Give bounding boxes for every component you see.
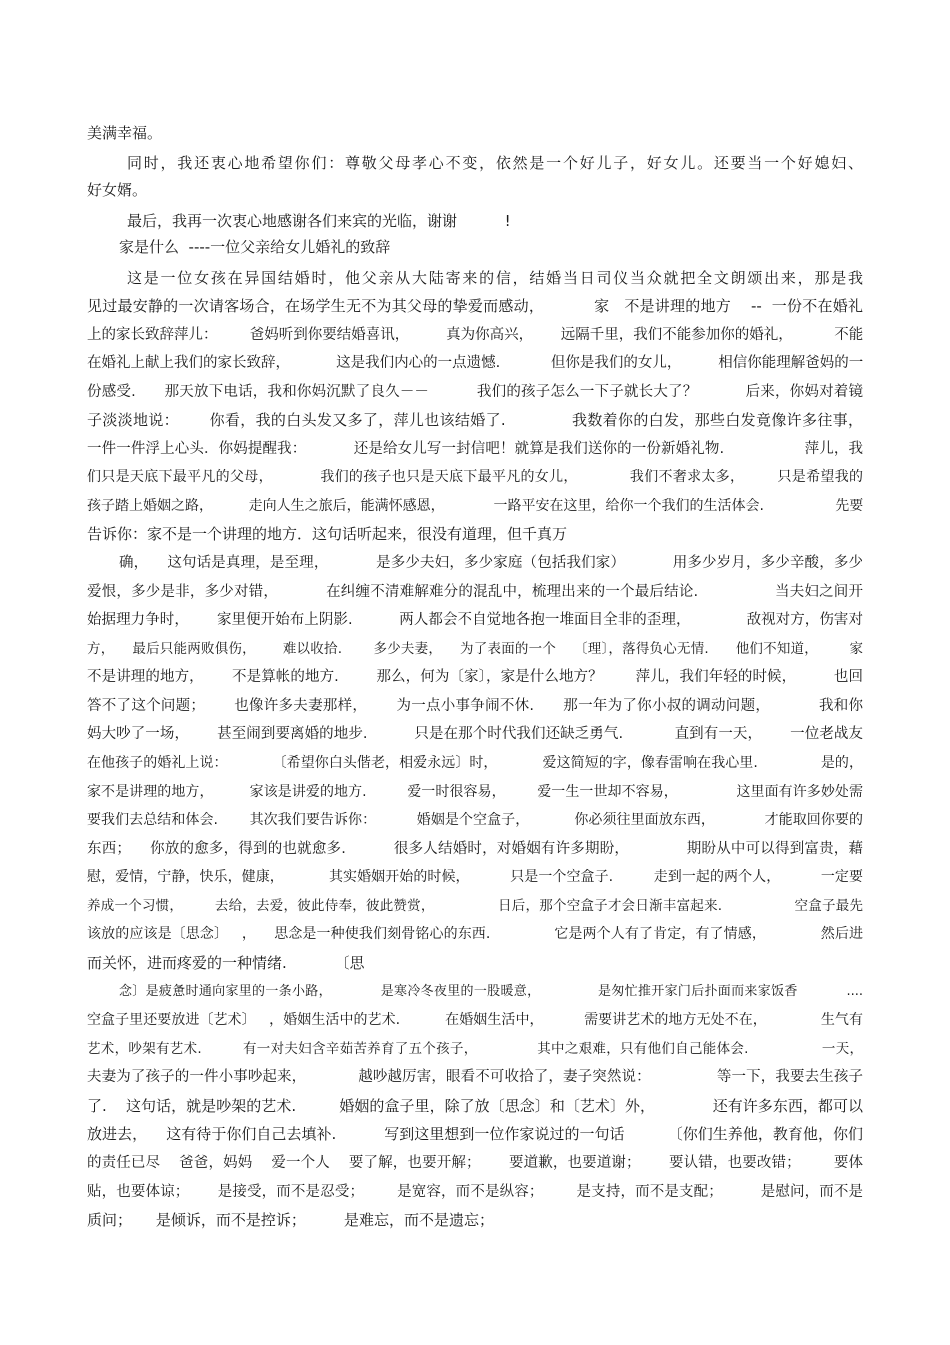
section-title: 家是什么 ----一位父亲给女儿婚礼的致辞 [119, 238, 391, 256]
text-line: 份感受. 那天放下电话，我和你妈沉默了良久－－ 我们的孩子怎么一下子就长大了？ 后来，你妈对着镜 [87, 384, 863, 400]
text-line: 始据理力争时， 家里便开始布上阴影. 两人都会不自觉地各抱一堆面目全非的歪理， 敌视对方，伤害对 [87, 612, 863, 628]
text-line: 的责任已尽 爸爸，妈妈 爱一个人 要了解，也要开解； 要道歉，也要道谢； 要认错，也要改错； 要体 [87, 1155, 863, 1171]
text-line: 上的家长致辞萍儿： 爸妈听到你要结婚喜讯， 真为你高兴， 远隔千里，我们不能参加你的婚礼， 不能 [87, 327, 863, 343]
text-line: 而关怀，进而疼爱的一种情绪. 〔思 [87, 954, 365, 972]
text-line: 好女婿。 [87, 181, 148, 199]
text-line: 艺术，吵架有艺术. 有一对夫妇含辛茹苦养育了五个孩子， 其中之艰难，只有他们自己能体会. 一天， [87, 1041, 863, 1057]
text-line: 该放的应该是〔思念〕 ， 思念是一种使我们刻骨铭心的东西. 它是两个人有了肯定，有了情感， 然后进 [87, 926, 863, 942]
text-line: 见过最安静的一次请客场合，在场学生无不为其父母的挚爱而感动， 家 不是讲理的地方 -- 一份不在婚礼 [87, 297, 863, 315]
text-line: 东西； 你放的愈多，得到的也就愈多. 很多人结婚时，对婚姻有许多期盼， 期盼从中可以得到富贵，藉 [87, 841, 863, 857]
text-line: 质问； 是倾诉，而不是控诉； 是难忘，而不是遗忘； [87, 1211, 494, 1229]
text-line: 确， 这句话是真理，是至理， 是多少夫妇，多少家庭（包括我们家） 用多少岁月，多少辛酸，多少 [119, 555, 863, 571]
text-line: 们只是天底下最平凡的父母， 我们的孩子也只是天底下最平凡的女儿， 我们不奢求太多， 只是希望我的 [87, 469, 863, 485]
text-line: 爱恨，多少是非，多少对错， 在纠缠不清难解难分的混乱中，梳理出来的一个最后结论. 当夫妇之间开 [87, 584, 863, 600]
text-line: 夫妻为了孩子的一件小事吵起来， 越吵越厉害，眼看不可收拾了，妻子突然说： 等一下，我要去生孩子 [87, 1069, 863, 1085]
text-line: 放进去， 这有待于你们自己去填补. 写到这里想到一位作家说过的一句话 〔你们生养他，教育他，你们 [87, 1125, 863, 1143]
text-line: 养成一个习惯， 去给，去爱，彼此侍奉，彼此赞赏， 日后，那个空盒子才会日渐丰富起来. 空盒子最先 [87, 898, 863, 914]
text-line: 孩子踏上婚姻之路， 走向人生之旅后，能满怀感恩， 一路平安在这里，给你一个我们的生活体会. 先要 [87, 498, 863, 514]
text-line: 空盒子里还要放进〔艺术〕 ，婚姻生活中的艺术. 在婚姻生活中， 需要讲艺术的地方无处不在， 生气有 [87, 1012, 863, 1028]
text-line: 方， 最后只能两败俱伤， 难以收拾. 多少夫妻， 为了表面的一个 〔理〕，落得负心无情. 他们不知道， 家 [87, 641, 863, 657]
text-line: 子淡淡地说： 你看，我的白头发又多了，萍儿也该结婚了. 我数着你的白发，那些白发竟像许多往事， [87, 411, 863, 429]
text-line: 一件一件浮上心头．你妈提醒我： 还是给女儿写一封信吧！就算是我们送你的一份新婚礼物. 萍儿，我 [87, 441, 863, 457]
text-line: 在婚礼上献上我们的家长致辞， 这是我们内心的一点遗憾. 但你是我们的女儿， 相信你能理解爸妈的一 [87, 355, 863, 371]
text-line: 念〕是疲惫时通向家里的一条小路， 是寒冷冬夜里的一股暖意， 是匆忙推开家门后扑面而来家饭香 .... [119, 984, 863, 999]
text-line: 在他孩子的婚礼上说： 〔希望你白头偕老，相爱永远〕时， 爱这简短的字，像春雷响在我心里. 是的， [87, 755, 863, 771]
text-line: 不是讲理的地方， 不是算帐的地方. 那么，何为〔家〕，家是什么地方？ 萍儿，我们年轻的时候， 也回 [87, 669, 863, 685]
text-line: 同时，我还衷心地希望你们：尊敬父母孝心不变，依然是一个好儿子，好女儿。还要当一个好媳妇、 [127, 154, 863, 172]
text-line: 要我们去总结和体会. 其次我们要告诉你： 婚姻是个空盒子， 你必须往里面放东西， 才能取回你要的 [87, 812, 863, 828]
text-line: 贴，也要体谅； 是接受，而不是忍受； 是宽容，而不是纵容； 是支持，而不是支配； 是慰问，而不是 [87, 1184, 863, 1200]
text-line: 家不是讲理的地方， 家该是讲爱的地方. 爱一时很容易， 爱一生一世却不容易， 这里面有许多妙处需 [87, 784, 863, 800]
text-line: 慰，爱情，宁静，快乐，健康， 其实婚姻开始的时候， 只是一个空盒子. 走到一起的两个人， 一定要 [87, 869, 863, 885]
text-line: 这是一位女孩在异国结婚时，他父亲从大陆寄来的信，结婚当日司仪当众就把全文朗颂出来，那是我 [127, 269, 863, 287]
text-line: 答不了这个问题； 也像许多夫妻那样， 为一点小事争闹不休. 那一年为了你小叔的调动问题， 我和你 [87, 698, 863, 714]
text-line: 最后，我再一次衷心地感谢各们来宾的光临，谢谢 ! [127, 212, 511, 230]
text-line: 妈大吵了一场， 甚至闹到要离婚的地步. 只是在那个时代我们还缺乏勇气. 直到有一天， 一位老战友 [87, 726, 863, 742]
text-line: 告诉你：家不是一个讲理的地方．这句话听起来，很没有道理，但千真万 [87, 525, 568, 543]
text-line: 了. 这句话，就是吵架的艺术. 婚姻的盒子里，除了放〔思念〕和〔艺术〕外， 还有许多东西，都可以 [87, 1097, 863, 1115]
text-line: 美满幸福。 [87, 124, 163, 142]
